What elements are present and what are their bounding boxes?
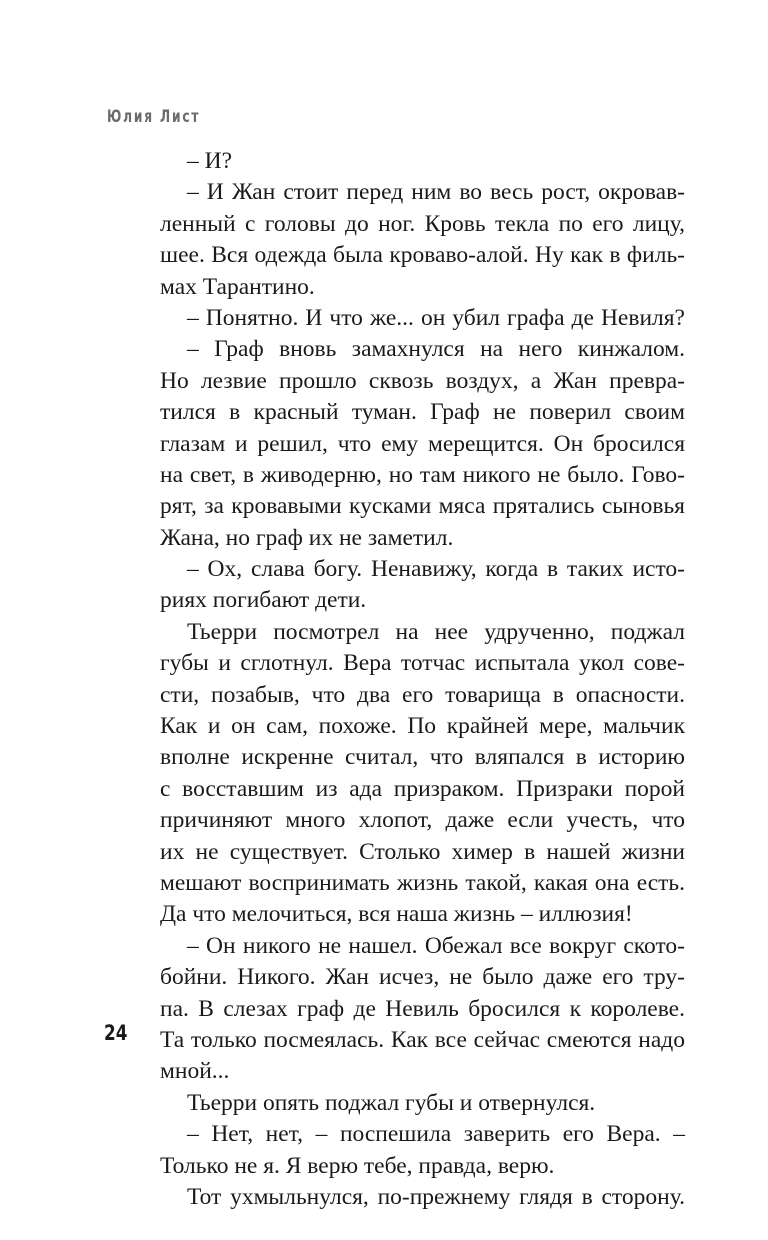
text-line: тился в красный туман. Граф не поверил своим (160, 399, 685, 426)
text-line: Как и он сам, похоже. По крайней мере, мальчик (160, 713, 685, 740)
text-line: – И? (187, 148, 233, 174)
text-line: их не существует. Столько химер в нашей жизни (160, 838, 685, 865)
text-line: мной... (160, 1058, 230, 1085)
text-line: па. В слезах граф де Невиль бросился к королеве. (160, 995, 685, 1022)
text-line: Тьерри посмотрел на нее удрученно, поджал (187, 618, 685, 645)
text-line: бойни. Никого. Жан исчез, не было даже его тру- (160, 964, 685, 991)
text-line: шее. Вся одежда была кроваво-алой. Ну как в филь- (160, 242, 685, 269)
text-line: риях погибают дети. (160, 587, 367, 614)
text-line: – Нет, нет, – поспешила заверить его Вера. – (187, 1121, 685, 1148)
text-line: – Граф вновь замахнулся на него кинжалом. (187, 336, 685, 363)
page-number: 24 (104, 1021, 128, 1045)
text-line: мах Тарантино. (160, 273, 315, 300)
text-line: причиняют много хлопот, даже если учесть, что (160, 807, 685, 834)
text-line: Да что мелочиться, вся наша жизнь – иллюзия! (160, 901, 633, 928)
body-text (160, 146, 685, 1213)
text-line: ленный с головы до ног. Кровь текла по его лицу, (160, 210, 685, 237)
text-line: Тьерри опять поджал губы и отвернулся. (187, 1089, 596, 1116)
text-line: сти, позабыв, что два его товарища в опасности. (160, 681, 685, 708)
text-line: Та только посмеялась. Как все сейчас смеются надо (160, 1026, 685, 1053)
text-line: Жана, но граф их не заметил. (160, 524, 454, 551)
text-line: рят, за кровавыми кусками мяса прятались сыновья (160, 493, 685, 520)
text-line: с восставшим из ада призраком. Призраки порой (160, 775, 685, 802)
text-line: глазам и решил, что ему мерещится. Он бросился (160, 430, 685, 457)
text-line: на свет, в живодерню, но там никого не было. Гово- (160, 461, 685, 488)
text-line: губы и сглотнул. Вера тотчас испытала укол сове- (160, 650, 685, 677)
text-line: Тот ухмыльнулся, по-прежнему глядя в сторону. (187, 1183, 685, 1210)
text-line: Но лезвие прошло сквозь воздух, а Жан превра- (160, 367, 685, 394)
text-line: – Понятно. И что же... он убил графа де Невиля? (187, 304, 685, 331)
text-line: – И Жан стоит перед ним во весь рост, окровав- (187, 179, 685, 206)
text-line: вполне искренне считал, что вляпался в историю (160, 744, 685, 771)
text-line: мешают воспринимать жизнь такой, какая она есть. (160, 869, 685, 896)
running-head: Юлия Лист (107, 107, 201, 127)
text-line: Только не я. Я верю тебе, правда, верю. (160, 1152, 555, 1179)
text-line: – Он никого не нашел. Обежал все вокруг ското- (187, 932, 685, 959)
text-line: – Ох, слава богу. Ненавижу, когда в таких исто- (187, 556, 685, 583)
